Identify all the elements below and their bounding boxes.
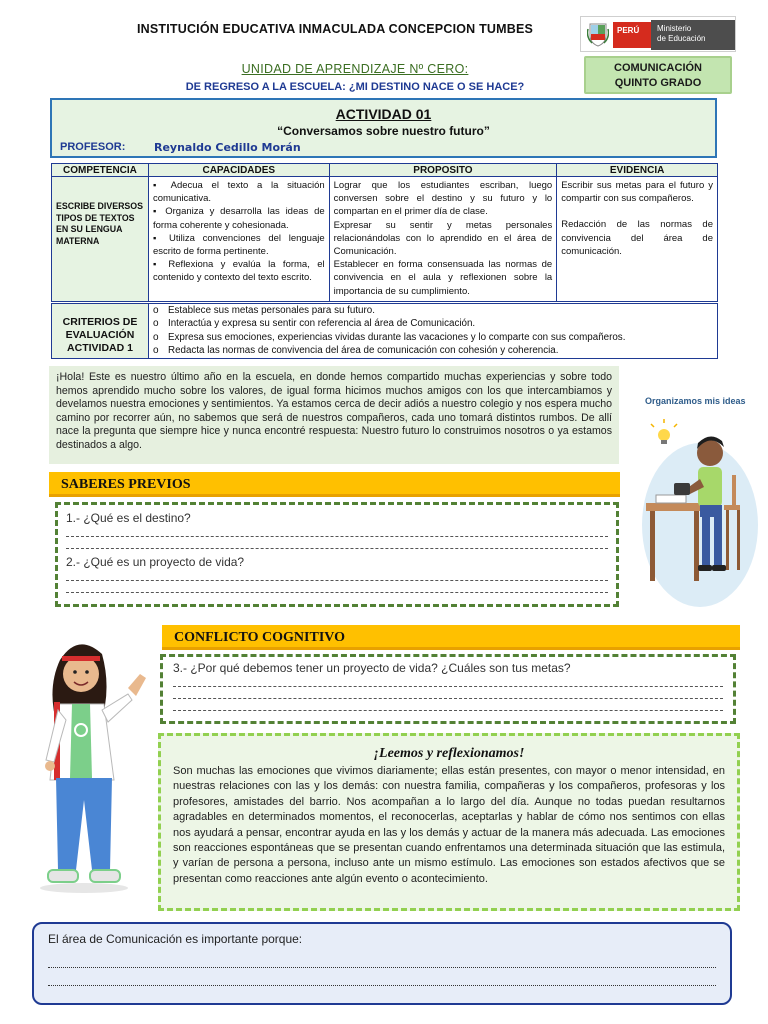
competencia-cell: ESCRIBE DIVERSOS TIPOS DE TEXTOS EN SU LENGUA MATERNA [52, 177, 149, 302]
answer-line[interactable] [173, 689, 723, 699]
criteria-item: o Interactúa y expresa su sentir con referencia al área de Comunicación. [151, 317, 717, 330]
question-3: 3.- ¿Por qué debemos tener un proyecto de vida? ¿Cuáles son tus metas? [173, 661, 571, 675]
answer-line[interactable] [48, 954, 716, 968]
answer-line[interactable] [66, 539, 608, 549]
institution-title: INSTITUCIÓN EDUCATIVA INMACULADA CONCEPCION TUMBES [136, 22, 534, 36]
conflicto-cognitivo-bar: CONFLICTO COGNITIVO [162, 625, 740, 650]
capacidad-item: ▪ Adecua el texto a la situación comunicativa. [152, 180, 325, 205]
header-capacidades: CAPACIDADES [148, 164, 329, 177]
answer-line[interactable] [48, 972, 716, 986]
capacidades-cell [148, 177, 329, 302]
reading-box [158, 733, 740, 911]
teacher-name: Reynaldo Cedillo Morán [154, 141, 301, 154]
illustration-label: Organizamos mis ideas [645, 396, 746, 406]
header-competencia: COMPETENCIA [52, 164, 149, 177]
competency-table [51, 163, 718, 302]
reading-body: Son muchas las emociones que vivimos diariamente; ellas están presentes, con mayor o menor intensidad, en nuestras relaciones con las y los demás: con nuestra familia, compañeras y los compañeros, profesoras y los profesores, amistades del barrio. Nos acompañan a lo largo del día. Aunque no todas puedan resultarnos agradables en determinados momentos, el reconocerlas, aceptarlas y hablar de cómo nos sentimos con ellas nos ayudará a pensar, encontrar ayuda en las y los demás y actuar de la manera más adecuada. Las emociones son reacciones espontáneas que se presentan cuando enfrentamos una determinada situación que las estimula, y varían de persona a persona, incluso ante un mismo estímulo. Las emociones son estados afectivos que se presentan como reacciones ante algún evento o acontecimiento. [173, 765, 725, 885]
evidencia-cell [557, 177, 718, 302]
unit-title: UNIDAD DE APRENDIZAJE Nº CERO: [241, 62, 469, 76]
activity-title: ACTIVIDAD 01 [335, 106, 432, 122]
capacidad-item: ▪ Organiza y desarrolla las ideas de forma coherente y cohesionada. [152, 206, 325, 231]
conflicto-question-box [160, 654, 736, 724]
ministry-logo [580, 16, 736, 52]
criteria-item: o Establece sus metas personales para su futuro. [151, 304, 717, 317]
table-header-row [52, 164, 718, 177]
activity-box [50, 98, 717, 158]
coat-of-arms-icon [587, 21, 609, 47]
logo-ministry-line2: de Educación [657, 34, 706, 43]
logo-ministry-line1: Ministerio [657, 24, 692, 33]
criteria-item: o Expresa sus emociones, experiencias vividas durante las vacaciones y lo comparte con sus compañeros. [151, 331, 717, 344]
answer-line[interactable] [173, 701, 723, 711]
proposito-item: Lograr que los estudiantes escriban, luego conversen sobre el destino y su futuro y lo compartan en el primer día de clase. [333, 180, 553, 218]
question-1: 1.- ¿Qué es el destino? [66, 511, 191, 525]
proposito-cell [329, 177, 557, 302]
teacher-label: PROFESOR: [60, 141, 126, 153]
evidencia-item: Redacción de las normas de convivencia del área de comunicación. [561, 219, 713, 257]
logo-ministry [651, 20, 735, 50]
capacidad-item: ▪ Utiliza convenciones del lenguaje escrito de forma pertinente. [152, 232, 325, 258]
logo-country: PERÚ [613, 22, 651, 48]
answer-line[interactable] [66, 527, 608, 537]
activity-subtitle: “Conversamos sobre nuestro futuro” [277, 124, 490, 138]
table-row [52, 177, 718, 302]
evidencia-item: Escribir sus metas para el futuro y compartir con sus compañeros. [561, 180, 713, 205]
area-name: COMUNICACIÓN [614, 62, 702, 74]
header-evidencia: EVIDENCIA [557, 164, 718, 177]
girl-waving-illustration [28, 630, 158, 900]
student-desk-illustration [628, 405, 758, 610]
criteria-list [151, 304, 717, 357]
final-question-box [32, 922, 732, 1005]
saberes-questions-box [55, 502, 619, 607]
criteria-item: o Redacta las normas de convivencia del área de comunicación con cohesión y coherencia. [151, 344, 717, 357]
criteria-label: CRITERIOS DE EVALUACIÓN ACTIVIDAD 1 [52, 304, 149, 358]
unit-subtitle: DE REGRESO A LA ESCUELA: ¿MI DESTINO NACE O SE HACE? [185, 81, 525, 93]
area-badge [584, 56, 732, 94]
header-proposito: PROPOSITO [329, 164, 557, 177]
proposito-item: Establecer en forma consensuada las normas de convivencia en el aula y reflexionen sobre la importancia de su cumplimiento. [333, 259, 553, 297]
intro-text: ¡Hola! Este es nuestro último año en la escuela, en donde hemos compartido muchas experiencias y sobre todo hemos aprendido mucho sobre los valores, de igual forma hicimos muchos amigos con los que intercambiamos y develamos nuestra emociones y sentimientos. Ya estamos cerca de decir adiós a nuestro colegio y nos espera mucho camino por recorrer aún, no sabemos que será de nuestros compañeros, cada uno tomará distintos rumbos. De allí nace la pregunta que siempre hice y nunca encontré respuesta: Nuestro futuro lo construimos nosotros o ya estamos destinados a algo. [49, 366, 619, 464]
grade-name: QUINTO GRADO [614, 77, 702, 89]
proposito-item: Expresar su sentir y metas personales relacionándolas con lo aprendido en el área de Comunicación. [333, 219, 553, 258]
answer-line[interactable] [66, 571, 608, 581]
capacidad-item: ▪ Reflexiona y evalúa la forma, el contenido y contexto del texto escrito. [152, 259, 325, 284]
question-2: 2.- ¿Qué es un proyecto de vida? [66, 555, 245, 569]
final-prompt: El área de Comunicación es importante porque: [48, 932, 303, 946]
criteria-box [51, 303, 718, 359]
answer-line[interactable] [66, 583, 608, 593]
answer-line[interactable] [173, 677, 723, 687]
saberes-previos-bar: SABERES PREVIOS [49, 472, 620, 497]
reading-title: ¡Leemos y reflexionamos! [373, 746, 525, 761]
